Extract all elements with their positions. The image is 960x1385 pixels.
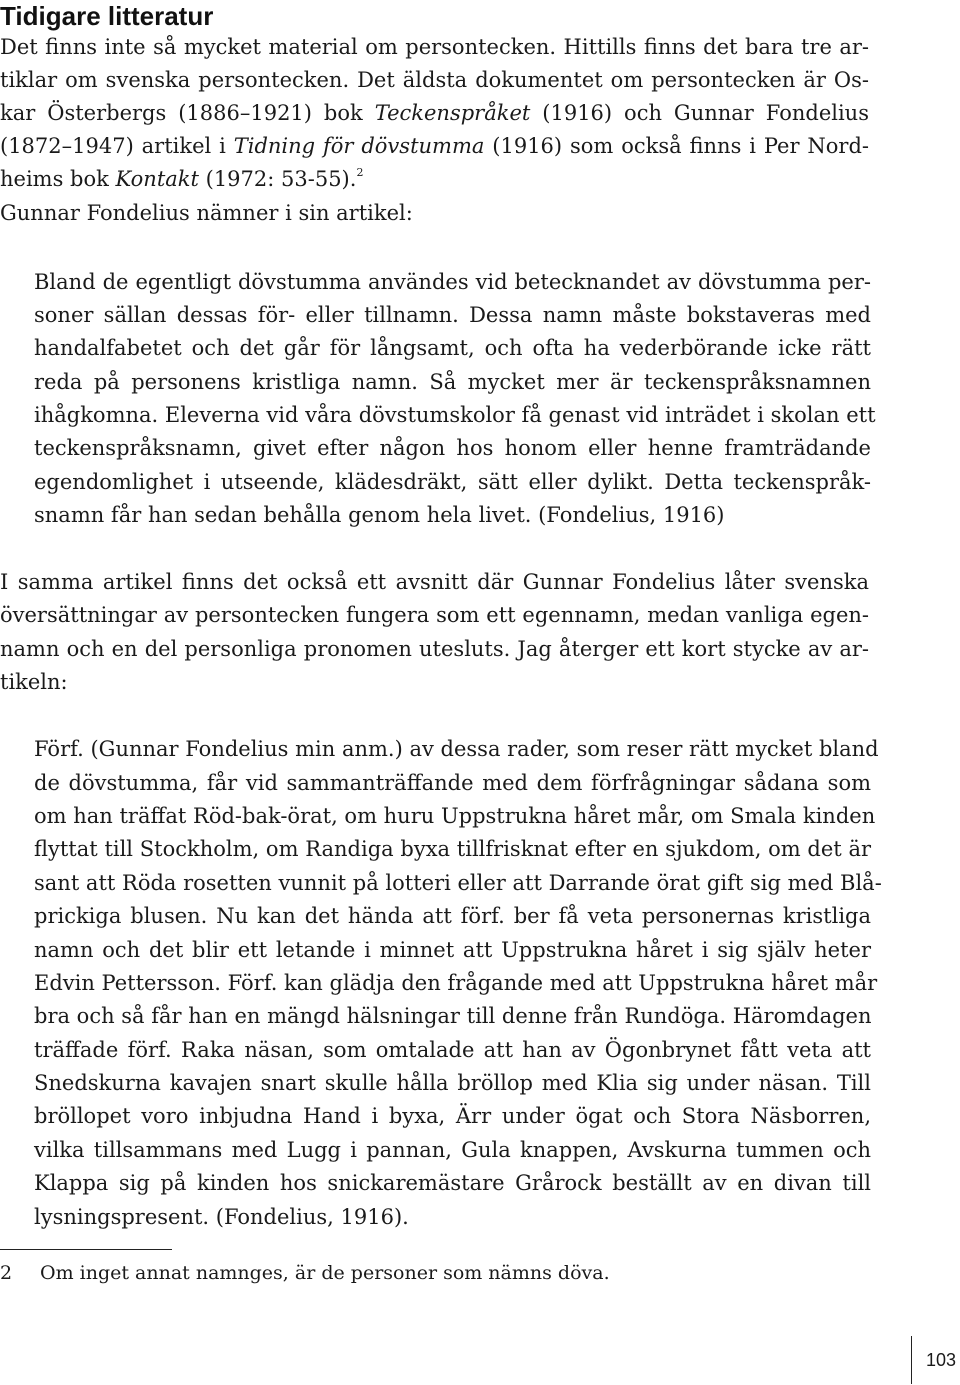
- section-heading: Tidigare litteratur: [0, 1, 214, 31]
- quote1-line: Bland de egentligt dövstumma användes vid betecknandet av dövstumma per-: [34, 270, 871, 294]
- quote1-line: snamn får han sedan behålla genom hela livet. (Fondelius, 1916): [34, 503, 725, 527]
- book-title-teckensprket: Teckenspråket: [374, 101, 531, 125]
- quote2-line: Edvin Pettersson. Förf. kan glädja den frågande med att Uppstrukna håret mår: [34, 971, 878, 995]
- journal-title: Tidning för dövstumma: [233, 134, 485, 158]
- quote1-line: teckenspråksnamn, givet efter någon hos honom eller henne framträdande: [34, 436, 871, 460]
- quote1-line: handalfabetet och det går för långsamt, och ofta ha vederbörande icke rätt: [34, 336, 871, 360]
- quote2-line: bra och så får han en mängd hälsningar till denne från Rundöga. Häromdagen: [34, 1004, 872, 1028]
- quote2-line: sant att Röda rosetten vunnit på lotteri eller att Darrande örat gift sig med Blå-: [34, 871, 882, 895]
- body2-line: I samma artikel finns det också ett avsnitt där Gunnar Fondelius låter svenska: [0, 570, 869, 594]
- body-line-1: Det finns inte så mycket material om persontecken. Hittills finns det bara tre ar-: [0, 35, 869, 59]
- quote2-line: namn och det blir ett letande i minnet att Uppstrukna håret i sig själv heter: [34, 938, 871, 962]
- quote1-line: egendomlighet i utseende, klädesdräkt, sätt eller dylikt. Detta teckenspråk-: [34, 470, 871, 494]
- page-number-divider: [911, 1336, 912, 1384]
- page-number: 103: [926, 1350, 957, 1370]
- quote2-line: Snedskurna kavajen snart skulle hålla bröllop med Klia sig under näsan. Till: [34, 1071, 871, 1095]
- quote2-line: prickiga blusen. Nu kan det hända att förf. ber få veta personernas kristliga: [34, 904, 871, 928]
- footnote-text: Om inget annat namnges, är de personer som nämns döva.: [40, 1262, 610, 1284]
- body2-line: översättningar av persontecken fungera som ett egennamn, medan vanliga egen-: [0, 603, 869, 627]
- footnote-reference[interactable]: 2: [356, 166, 364, 179]
- quote1-line: reda på personens kristliga namn. Så mycket mer är teckenspråksnamnen: [34, 370, 871, 394]
- footnote: [0, 1259, 610, 1287]
- quote2-line: om han träffat Röd-bak-örat, om huru Uppstrukna håret mår, om Smala kinden: [34, 804, 876, 828]
- quote2-line: träffade förf. Raka näsan, som omtalade att han av Ögonbrynet fått veta att: [34, 1038, 871, 1062]
- body2-line: tikeln:: [0, 670, 68, 694]
- quote2-line: Förf. (Gunnar Fondelius min anm.) av dessa rader, som reser rätt mycket bland: [34, 737, 879, 761]
- book-title-kontakt: Kontakt: [115, 167, 199, 191]
- body-line-2: tiklar om svenska persontecken. Det äldsta dokumentet om persontecken är Os-: [0, 68, 869, 92]
- quote2-line: de dövstumma, får vid sammanträffande med dem förfrågningar sådana som: [34, 771, 871, 795]
- quote2-line: vilka tillsammans med Lugg i pannan, Gula knappen, Avskurna tummen och: [34, 1138, 871, 1162]
- body-line-3: kar Österbergs (1886–1921) bok Teckenspråket (1916) och Gunnar Fondelius: [0, 101, 869, 125]
- body-line-5: heims bok Kontakt (1972: 53-55).$^2$: [0, 166, 364, 191]
- quote2-line: lysningspresent. (Fondelius, 1916).: [34, 1205, 409, 1229]
- body-line-6: Gunnar Fondelius nämner i sin artikel:: [0, 201, 413, 225]
- quote1-line: ihågkomna. Eleverna vid våra dövstumskolor få genast vid inträdet i skolan ett: [34, 403, 876, 427]
- body2-line: namn och en del personliga pronomen utesluts. Jag återger ett kort stycke av ar-: [0, 637, 869, 661]
- quote1-line: soner sällan dessas för- eller tillnamn. Dessa namn måste bokstaveras med: [34, 303, 871, 327]
- body-line-4: (1872–1947) artikel i Tidning för dövstumma (1916) som också finns i Per Nord-: [0, 134, 869, 158]
- quote2-line: Klappa sig på kinden hos snickaremästare Grårock beställt av en divan till: [34, 1171, 871, 1195]
- quote2-line: flyttat till Stockholm, om Randiga byxa tillfrisknat efter en sjukdom, om det är: [34, 837, 871, 861]
- footnote-number: 2: [0, 1262, 13, 1284]
- footnote-divider: [0, 1249, 172, 1250]
- quote2-line: bröllopet voro inbjudna Hand i byxa, Ärr under ögat och Stora Näsborren,: [34, 1104, 871, 1128]
